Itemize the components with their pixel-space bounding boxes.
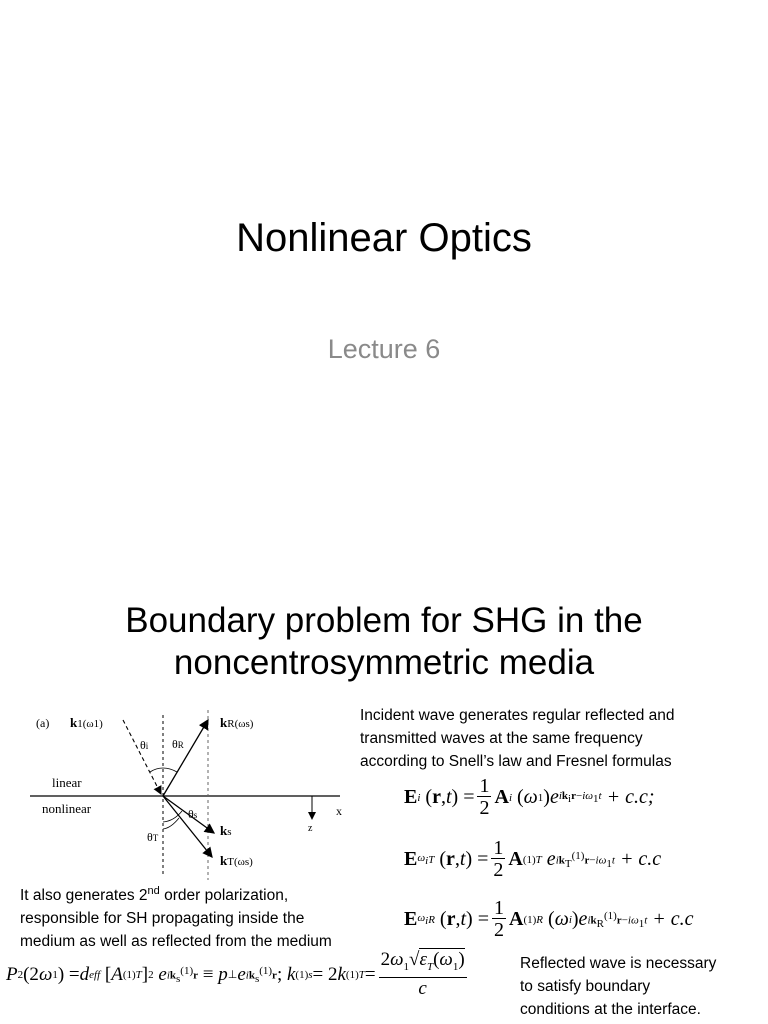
equation-polarization: P 2 (2 ω 1 ) = d eff [ A (1) T ] 2 e $ik_s^{(1)}r$ ≡ p ⊥ e $ik_s^{(1)}r$ ; k (1) s = 2 k (1) T = $\frac{2\omega_1√\varepsilon_T(\omega_1)}{c}$ <box>6 949 465 999</box>
polarization-text <box>20 880 332 953</box>
label-linear: linear <box>52 775 82 790</box>
slide-title: Nonlinear Optics <box>236 216 532 260</box>
incident-line-3: according to Snell’s law and Fresnel formulas <box>360 753 672 770</box>
label-k1: k1(ω1) <box>70 715 103 730</box>
content-slide-title <box>0 600 768 684</box>
shg-boundary-diagram <box>30 705 360 880</box>
label-theta-i: θi <box>140 738 149 752</box>
incident-line-2: transmitted waves at the same frequency <box>360 730 643 747</box>
incident-ray <box>123 720 161 794</box>
equation-reflected-field: E $\omega_i$ R ( r , t ) = $\frac{1}{2}$ A (1) R ( ω i ) e $ik_R^{(1)}r-i\omega_1t$ + c.c <box>404 897 694 941</box>
label-kR: kR(ωs) <box>220 715 254 730</box>
label-theta-T: θT <box>147 830 159 844</box>
label-kT: kT(ωs) <box>220 853 253 868</box>
reflected-line-2: to satisfy boundary <box>520 978 651 995</box>
polarization-line-1: It also generates 2nd order polarization, <box>20 885 289 905</box>
label-theta-R: θR <box>172 737 184 751</box>
polarization-line-2: responsible for SH propagating inside the <box>20 910 305 928</box>
panel-label: (a) <box>36 716 50 730</box>
label-axis-x: x <box>336 804 342 818</box>
incident-line-1: Incident wave generates regular reflected and <box>360 707 675 724</box>
theta-i-arc <box>150 768 163 772</box>
reflected-line-3: conditions at the interface. <box>520 1001 701 1018</box>
equation-transmitted-field: E $\omega_i$ T ( r , t ) = $\frac{1}{2}$ A (1) T e $ik_T^{(1)}r-i\omega_1t$ + c.c <box>404 837 662 881</box>
reflected-wave-text <box>520 952 716 1021</box>
reflected-ray <box>163 720 208 796</box>
slide-subtitle: Lecture 6 <box>327 334 441 364</box>
reflected-line-1: Reflected wave is necessary <box>520 955 717 972</box>
title-line-1: Boundary problem for SHG in the <box>125 601 643 640</box>
equation-incident-field: E i ( r , t ) = $\frac{1}{2}$ A i ( ω 1 ) e $ik_ir-i\omega_1t$ + c.c; <box>404 775 655 819</box>
label-nonlinear: nonlinear <box>42 801 92 816</box>
label-ks: ks <box>220 823 232 838</box>
label-axis-z: z <box>308 823 313 834</box>
theta-r-arc <box>163 768 177 772</box>
label-theta-s: θs <box>188 807 198 821</box>
polarization-line-3: medium as well as reflected from the medium <box>20 933 332 951</box>
title-line-2: noncentrosymmetric media <box>173 643 595 682</box>
incident-wave-text <box>360 704 675 773</box>
